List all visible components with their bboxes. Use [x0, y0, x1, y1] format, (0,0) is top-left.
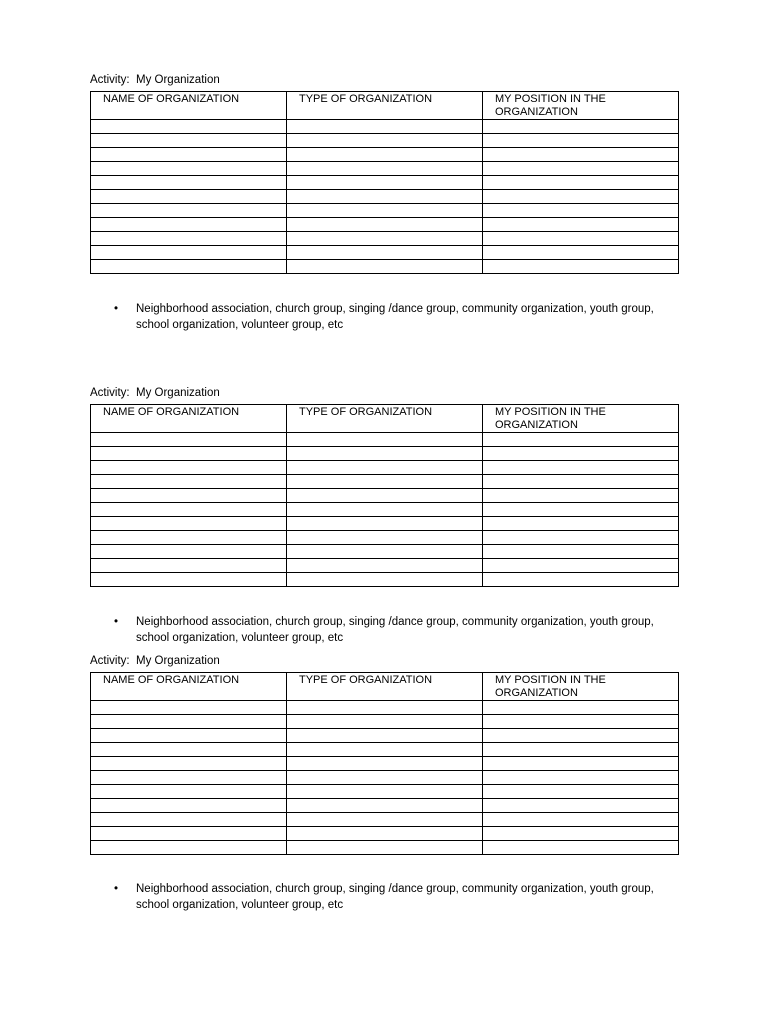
name-cell[interactable] — [91, 559, 287, 573]
name-cell[interactable] — [91, 433, 287, 447]
type-cell[interactable] — [287, 120, 483, 134]
name-cell[interactable] — [91, 176, 287, 190]
type-cell[interactable] — [287, 715, 483, 729]
name-cell[interactable] — [91, 531, 287, 545]
type-cell[interactable] — [287, 260, 483, 274]
table-row — [91, 190, 679, 204]
activity-section-2 — [90, 386, 678, 587]
name-cell[interactable] — [91, 162, 287, 176]
type-cell[interactable] — [287, 218, 483, 232]
table-row — [91, 176, 679, 190]
table-row — [91, 232, 679, 246]
position-cell[interactable] — [483, 447, 679, 461]
position-cell[interactable] — [483, 573, 679, 587]
position-cell[interactable] — [483, 531, 679, 545]
header-name: NAME OF ORGANIZATION — [91, 92, 287, 120]
type-cell[interactable] — [287, 232, 483, 246]
name-cell[interactable] — [91, 573, 287, 587]
table-header-row — [91, 405, 679, 433]
name-cell[interactable] — [91, 841, 287, 855]
name-cell[interactable] — [91, 715, 287, 729]
bullet-icon: • — [114, 303, 119, 315]
type-cell[interactable] — [287, 204, 483, 218]
position-cell[interactable] — [483, 729, 679, 743]
hint-text: Neighborhood association, church group, singing /dance group, community organization, youth group, school organization, volunteer group, etc — [136, 616, 654, 644]
list-item — [114, 882, 684, 913]
name-cell[interactable] — [91, 729, 287, 743]
table-row — [91, 260, 679, 274]
type-cell[interactable] — [287, 799, 483, 813]
table-row — [91, 729, 679, 743]
type-cell[interactable] — [287, 757, 483, 771]
table-row — [91, 531, 679, 545]
table-row — [91, 204, 679, 218]
position-cell[interactable] — [483, 461, 679, 475]
name-cell[interactable] — [91, 813, 287, 827]
activity-title: Activity: My Organization — [90, 655, 220, 667]
name-cell[interactable] — [91, 218, 287, 232]
table-row — [91, 743, 679, 757]
name-cell[interactable] — [91, 785, 287, 799]
type-cell[interactable] — [287, 447, 483, 461]
position-cell[interactable] — [483, 715, 679, 729]
name-cell[interactable] — [91, 190, 287, 204]
position-cell[interactable] — [483, 799, 679, 813]
table-row — [91, 120, 679, 134]
table-row — [91, 827, 679, 841]
position-cell[interactable] — [483, 743, 679, 757]
table-row — [91, 461, 679, 475]
table-row — [91, 246, 679, 260]
name-cell[interactable] — [91, 827, 287, 841]
type-cell[interactable] — [287, 190, 483, 204]
type-cell[interactable] — [287, 176, 483, 190]
table-row — [91, 701, 679, 715]
name-cell[interactable] — [91, 489, 287, 503]
type-cell[interactable] — [287, 559, 483, 573]
table-row — [91, 545, 679, 559]
organization-table — [90, 91, 679, 274]
name-cell[interactable] — [91, 120, 287, 134]
position-cell[interactable] — [483, 218, 679, 232]
position-cell[interactable] — [483, 757, 679, 771]
organization-table — [90, 672, 679, 855]
position-cell[interactable] — [483, 148, 679, 162]
name-cell[interactable] — [91, 461, 287, 475]
position-cell[interactable] — [483, 204, 679, 218]
list-item — [114, 615, 684, 646]
name-cell[interactable] — [91, 545, 287, 559]
position-cell[interactable] — [483, 176, 679, 190]
table-row — [91, 517, 679, 531]
hint-text: Neighborhood association, church group, singing /dance group, community organization, youth group, school organization, volunteer group, etc — [136, 883, 654, 911]
table-row — [91, 475, 679, 489]
type-cell[interactable] — [287, 433, 483, 447]
table-row — [91, 148, 679, 162]
position-cell[interactable] — [483, 503, 679, 517]
table-row — [91, 799, 679, 813]
position-cell[interactable] — [483, 489, 679, 503]
position-cell[interactable] — [483, 785, 679, 799]
position-cell[interactable] — [483, 701, 679, 715]
position-cell[interactable] — [483, 260, 679, 274]
type-cell[interactable] — [287, 573, 483, 587]
type-cell[interactable] — [287, 785, 483, 799]
table-row — [91, 757, 679, 771]
type-cell[interactable] — [287, 489, 483, 503]
name-cell[interactable] — [91, 771, 287, 785]
name-cell[interactable] — [91, 799, 287, 813]
position-cell[interactable] — [483, 433, 679, 447]
activity-title: Activity: My Organization — [90, 74, 220, 86]
table-row — [91, 841, 679, 855]
position-cell[interactable] — [483, 246, 679, 260]
type-cell[interactable] — [287, 503, 483, 517]
hint-list-1 — [114, 302, 684, 333]
type-cell[interactable] — [287, 841, 483, 855]
type-cell[interactable] — [287, 162, 483, 176]
type-cell[interactable] — [287, 461, 483, 475]
table-row — [91, 573, 679, 587]
activity-section-1 — [90, 73, 678, 274]
name-cell[interactable] — [91, 743, 287, 757]
name-cell[interactable] — [91, 134, 287, 148]
name-cell[interactable] — [91, 447, 287, 461]
position-cell[interactable] — [483, 841, 679, 855]
organization-table — [90, 404, 679, 587]
position-cell[interactable] — [483, 232, 679, 246]
table-row — [91, 218, 679, 232]
table-row — [91, 813, 679, 827]
type-cell[interactable] — [287, 531, 483, 545]
name-cell[interactable] — [91, 148, 287, 162]
table-row — [91, 503, 679, 517]
header-type: TYPE OF ORGANIZATION — [287, 92, 483, 120]
header-position: MY POSITION IN THE ORGANIZATION — [483, 673, 679, 701]
table-row — [91, 162, 679, 176]
bullet-icon: • — [114, 616, 119, 628]
header-type: TYPE OF ORGANIZATION — [287, 405, 483, 433]
bullet-icon: • — [114, 883, 119, 895]
type-cell[interactable] — [287, 517, 483, 531]
header-name: NAME OF ORGANIZATION — [91, 673, 287, 701]
table-row — [91, 715, 679, 729]
name-cell[interactable] — [91, 260, 287, 274]
type-cell[interactable] — [287, 813, 483, 827]
table-row — [91, 433, 679, 447]
position-cell[interactable] — [483, 134, 679, 148]
position-cell[interactable] — [483, 517, 679, 531]
name-cell[interactable] — [91, 503, 287, 517]
name-cell[interactable] — [91, 204, 287, 218]
list-item — [114, 302, 684, 333]
name-cell[interactable] — [91, 232, 287, 246]
position-cell[interactable] — [483, 827, 679, 841]
name-cell[interactable] — [91, 701, 287, 715]
type-cell[interactable] — [287, 729, 483, 743]
position-cell[interactable] — [483, 545, 679, 559]
position-cell[interactable] — [483, 813, 679, 827]
activity-title: Activity: My Organization — [90, 387, 220, 399]
activity-section-3 — [90, 654, 678, 855]
hint-list-2 — [114, 615, 684, 646]
position-cell[interactable] — [483, 120, 679, 134]
position-cell[interactable] — [483, 559, 679, 573]
type-cell[interactable] — [287, 771, 483, 785]
table-row — [91, 559, 679, 573]
table-row — [91, 134, 679, 148]
type-cell[interactable] — [287, 827, 483, 841]
position-cell[interactable] — [483, 162, 679, 176]
hint-text: Neighborhood association, church group, singing /dance group, community organization, youth group, school organization, volunteer group, etc — [136, 303, 654, 331]
position-cell[interactable] — [483, 475, 679, 489]
position-cell[interactable] — [483, 190, 679, 204]
type-cell[interactable] — [287, 246, 483, 260]
type-cell[interactable] — [287, 134, 483, 148]
type-cell[interactable] — [287, 743, 483, 757]
table-header-row — [91, 92, 679, 120]
table-header-row — [91, 673, 679, 701]
name-cell[interactable] — [91, 246, 287, 260]
name-cell[interactable] — [91, 517, 287, 531]
header-position: MY POSITION IN THE ORGANIZATION — [483, 405, 679, 433]
table-row — [91, 489, 679, 503]
table-row — [91, 771, 679, 785]
type-cell[interactable] — [287, 545, 483, 559]
hint-list-3 — [114, 882, 684, 913]
header-position: MY POSITION IN THE ORGANIZATION — [483, 92, 679, 120]
header-name: NAME OF ORGANIZATION — [91, 405, 287, 433]
type-cell[interactable] — [287, 701, 483, 715]
type-cell[interactable] — [287, 148, 483, 162]
name-cell[interactable] — [91, 757, 287, 771]
header-type: TYPE OF ORGANIZATION — [287, 673, 483, 701]
position-cell[interactable] — [483, 771, 679, 785]
table-row — [91, 785, 679, 799]
table-row — [91, 447, 679, 461]
type-cell[interactable] — [287, 475, 483, 489]
name-cell[interactable] — [91, 475, 287, 489]
